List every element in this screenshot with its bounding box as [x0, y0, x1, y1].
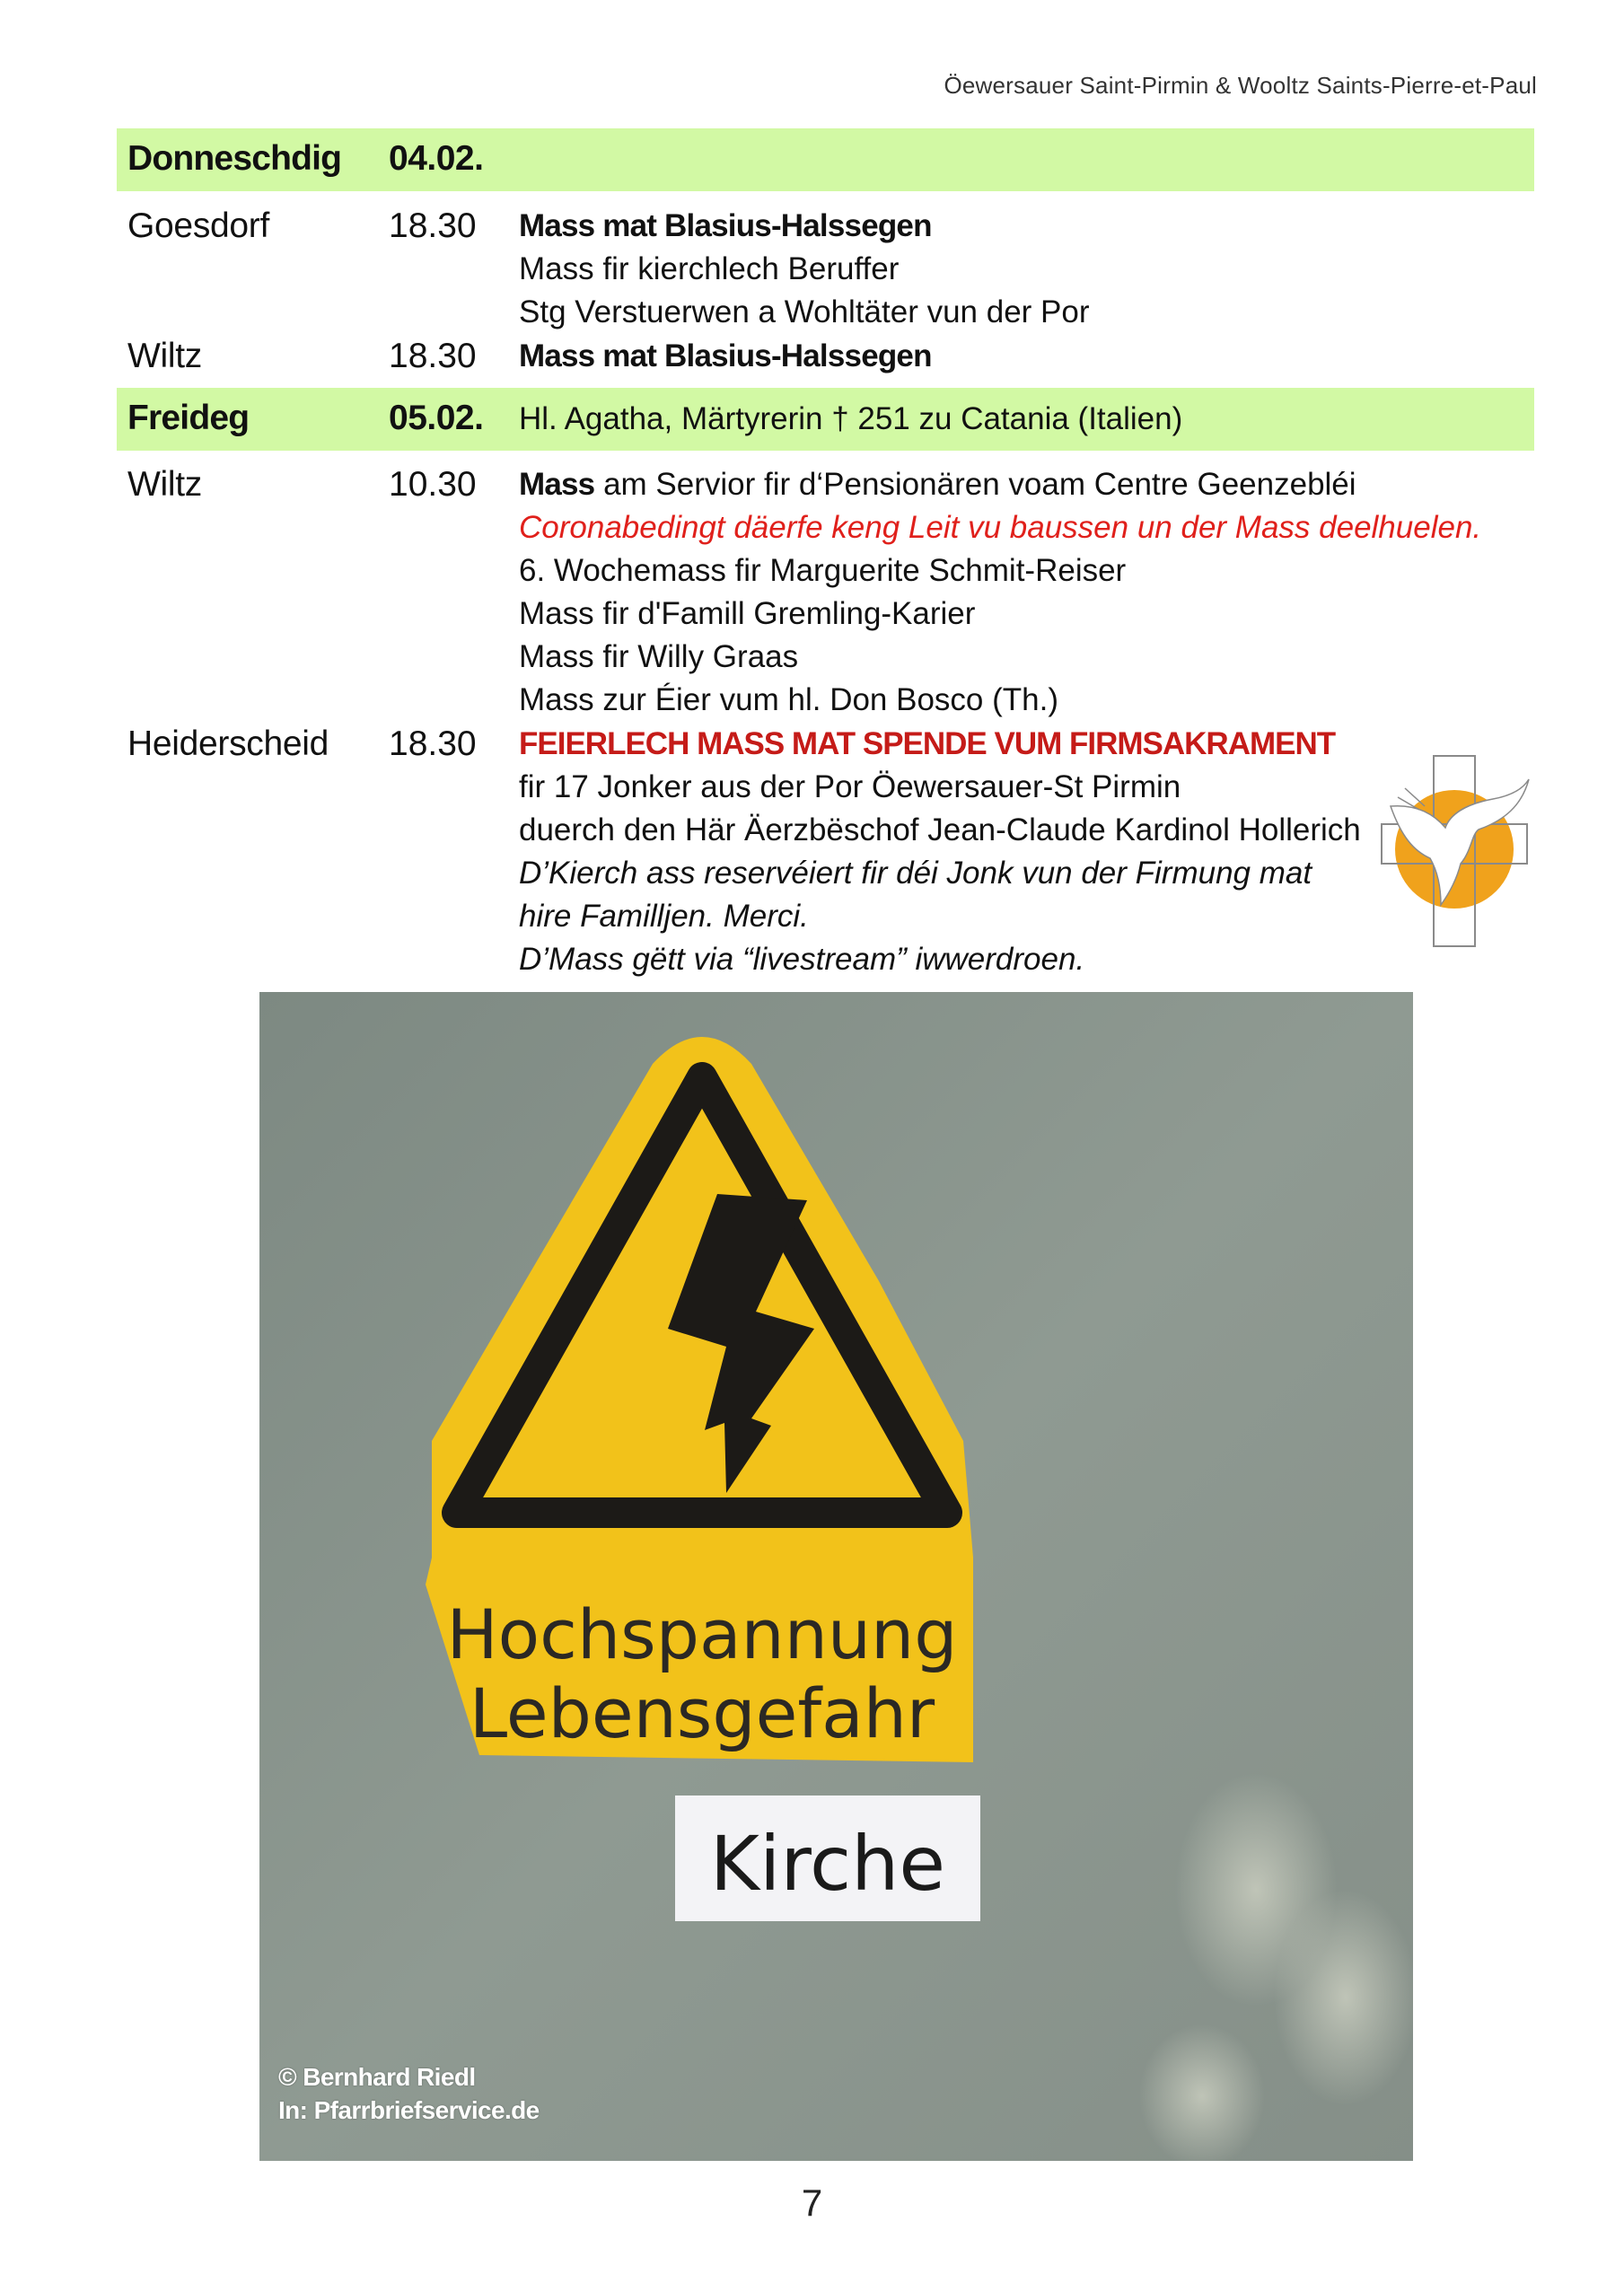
- service-lead: Mass: [519, 467, 595, 502]
- intention-line: Stg Verstuerwen a Wohltäter vun der Por: [519, 294, 1090, 329]
- day-name: Freideg: [127, 399, 250, 437]
- saint-note: Hl. Agatha, Märtyrerin † 251 zu Catania (Italien): [519, 401, 1183, 436]
- service-lead-rest: am Servior fir d‘Pensionären voam Centre Geenzebléi: [594, 467, 1356, 502]
- intention-line: Mass fir Willy Graas: [519, 639, 799, 674]
- time: 10.30: [389, 465, 477, 504]
- detail-line: duerch den Här Äerzbëschof Jean-Claude Kardinol Hollerich: [519, 812, 1361, 847]
- intention-line: 6. Wochemass fir Marguerite Schmit-Reiser: [519, 553, 1127, 588]
- running-header: Öewersauer Saint-Pirmin & Wooltz Saints-Pierre-et-Paul: [944, 72, 1537, 99]
- photo-high-voltage-sign: [259, 992, 1413, 2161]
- location-wiltz: Wiltz: [127, 337, 202, 375]
- location-wiltz: Wiltz: [127, 465, 202, 504]
- service-title: Mass mat Blasius-Halssegen: [519, 338, 932, 373]
- day-date: 05.02.: [389, 399, 484, 437]
- italic-note: hire Familljen. Merci.: [519, 899, 809, 934]
- photo-source: In: Pfarrbriefservice.de: [278, 2096, 540, 2124]
- time: 18.30: [389, 724, 477, 763]
- covid-notice: Coronabedingt däerfe keng Leit vu baussen un der Mass deelhuelen.: [519, 510, 1482, 545]
- location-heiderscheid: Heiderscheid: [127, 724, 329, 763]
- time: 18.30: [389, 206, 477, 245]
- italic-note: D’Mass gëtt via “livestream” iwwerdroen.: [519, 942, 1085, 977]
- photo-credit: © Bernhard Riedl: [278, 2063, 476, 2091]
- day-name: Donneschdig: [127, 139, 342, 178]
- intention-line: Mass zur Éier vum hl. Don Bosco (Th.): [519, 682, 1058, 717]
- time: 18.30: [389, 337, 477, 375]
- sign-line-1: Hochspannung: [446, 1594, 958, 1674]
- page-number: 7: [801, 2182, 823, 2224]
- italic-note: D’Kierch ass reservéiert fir déi Jonk vun der Firmung mat: [519, 856, 1312, 891]
- service-title: Mass mat Blasius-Halssegen: [519, 208, 932, 243]
- kirche-plate: Kirche: [709, 1820, 946, 1908]
- intention-line: Mass fir kierchlech Beruffer: [519, 251, 900, 286]
- location-goesdorf: Goesdorf: [127, 206, 270, 245]
- confirmation-title: FEIERLECH MASS MAT SPENDE VUM FIRMSAKRAMENT: [519, 726, 1336, 761]
- detail-line: fir 17 Jonker aus der Por Öewersauer-St Pirmin: [519, 769, 1181, 804]
- intention-line: Mass fir d'Famill Gremling-Karier: [519, 596, 976, 631]
- sign-line-2: Lebensgefahr: [469, 1673, 935, 1753]
- service-title: [519, 467, 1356, 503]
- day-date: 04.02.: [389, 139, 484, 178]
- dove-cross-logo: [1378, 752, 1531, 954]
